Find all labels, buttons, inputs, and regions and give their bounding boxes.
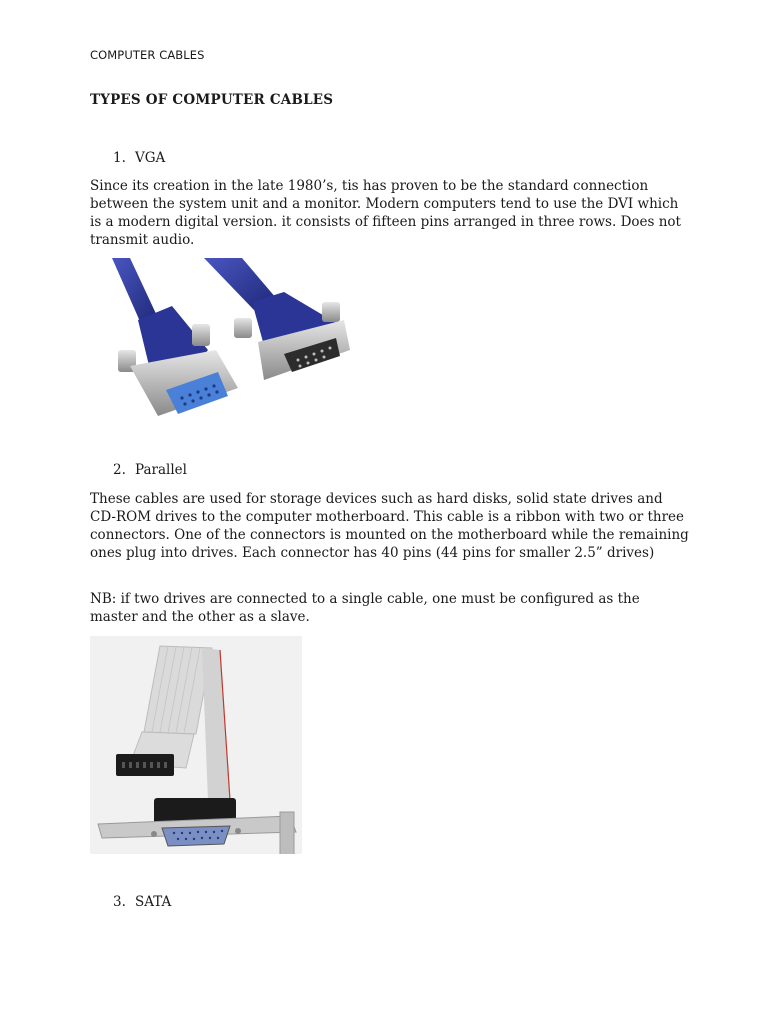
list-number: 3.: [113, 894, 126, 910]
parallel-cable-image: [90, 636, 302, 854]
parallel-paragraph: These cables are used for storage devices such as hard disks, solid state drives and CD-ROM drives to the computer motherboard. This cable is a ribbon with two or three connectors. One of the connectors is mounted on the motherboard while the remaining ones plug into drives. Each connector has 40 pins (44 pins for smaller 2.5” drives): [90, 491, 689, 561]
section-heading-sata: [113, 894, 171, 910]
section-heading-vga: [113, 150, 165, 166]
parallel-note: NB: if two drives are connected to a single cable, one must be configured as the master and the other as a slave.: [90, 591, 640, 625]
list-number: 1.: [113, 150, 126, 166]
page-header: COMPUTER CABLES: [90, 48, 205, 62]
section-title: VGA: [135, 150, 166, 166]
list-number: 2.: [113, 462, 126, 478]
vga-paragraph: Since its creation in the late 1980’s, tis has proven to be the standard connection between the system unit and a monitor. Modern computers tend to use the DVI which is a modern digital version. it consists of fifteen pins arranged in three rows. Does not transmit audio.: [90, 178, 681, 248]
section-title: SATA: [135, 894, 172, 910]
vga-cable-image: [108, 258, 353, 423]
section-title: Parallel: [135, 462, 187, 478]
section-heading-parallel: [113, 462, 187, 478]
document-title: TYPES OF COMPUTER CABLES: [90, 92, 334, 108]
